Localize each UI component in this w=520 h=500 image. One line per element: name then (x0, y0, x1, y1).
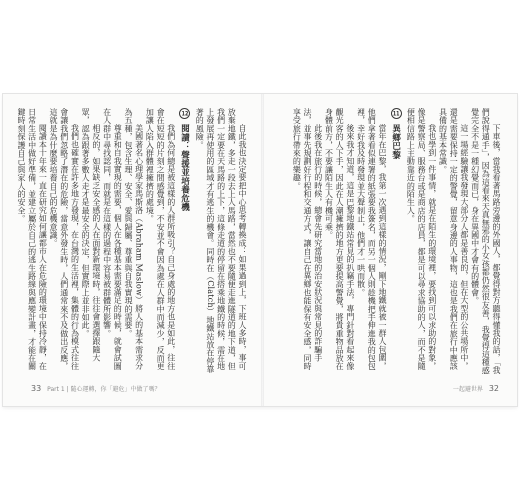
body-paragraph: 我也學到一件事情，就是在陌生的環境裡，要找到可以求助的對象，像是警察局、服務台或是商店的店員，都是可以尋求協助的人，而不是隨便相信路上主動靠近的陌生人。 (406, 108, 437, 371)
running-title: 一起避世界 (452, 386, 483, 393)
body-paragraph: 下車後，當我看著馬路旁邊的外國人，都覺得對方聽得懂我的話，「我們說得通手」，因為這看來天真無邪的小女孩都仍然很友善，我覺得這種感覺完全不是一種幻覺而已，身在異國中才會有的體會。 (470, 108, 501, 375)
section-heading (390, 108, 402, 159)
section-heading (179, 108, 191, 211)
section-heading-title: 異鄉巴黎 (390, 124, 401, 159)
body-paragraph: 我們為何總是被這樣的人群所吸引？自己身處的地方也是如此，往往會在短短的片刻之間感覺到，不安並不會因為處在人群中而減少，反而更加讓人陷入群體裡擁擠的處境。 (145, 108, 176, 371)
page-number: 32 (488, 384, 499, 393)
running-title: Part 1 | 隨心運轉，你「避危」中做了嗎？ (47, 386, 161, 393)
book-gutter (261, 94, 264, 406)
right-page (273, 108, 501, 378)
right-page-footer (453, 384, 499, 393)
body-paragraph: 閱讀本十年來一直在研究如何讓都市人在危險的環境中保持冷靜，在日常生活中做好準備，並建立屬於自己的逃生路線與應變計畫，才能在關鍵時刻保護自己與家人的安全。 (16, 108, 48, 371)
section-number-badge: 11 (391, 108, 402, 119)
body-paragraph: 這一場經驗讓我發現大部分人都是善良的，但在大型的公共場所中，還是需要保持一定的警覺，留意身邊的人事物，這也是我們在旅行中應該具備的基本常識。 (438, 108, 469, 371)
body-paragraph: 我們也確實在許多地方發現，在台灣的生活裡，集體的行為模式往往會讓我們忽略了潛在的危險，當意外發生時，人們通常來不及做出反應，這就是為什麼要培養自己的危機意識。 (49, 108, 80, 371)
body-paragraph: 尊重和自我實現的需要，個人在各種基本需要滿足的時候，就會試圖在人群中尋找認同，而就是在這樣的過程中容易被群體所影響。 (102, 108, 123, 370)
left-page-footer (31, 384, 161, 393)
page-number: 33 (31, 384, 42, 393)
body-paragraph: 後來我才知道，這是巴黎地鐵站常見的扒竊手法，專門針對看起來像觀光客的人下手，因此在人潮擁擠的地方更要提高警覺，將貴重物品放在身體前方，不要讓陌生人有機可乘。 (324, 108, 355, 371)
section-heading-title: 閱讀：聲援並培養危機 (179, 124, 190, 212)
body-paragraph: 相反的，如果缺乏安全感的人在面對新環境時，往往會選擇跟隨大眾，認為跟著多數人走才是最安全的決定，但實際上並非如此。 (81, 108, 101, 362)
body-paragraph: 此後我在旅行的時候，總會先研究當地的治安狀況與常見的詐騙手法，並事先規劃好行程和交通方式，讓自己在異鄉也能保有安全感，同時享受旅行帶來的樂趣。 (292, 108, 323, 371)
body-paragraph: 當年在巴黎，我第一次遇到這樣的情況，剛下地鐵就被一群人包圍，他們拿著看似連署的紙張要我簽名，而另一個人則趁機把手伸進我的包包裡，幸好我及時發現並大聲制止，他們才一哄而散。 (356, 108, 387, 371)
book-spread (3, 94, 517, 406)
body-paragraph: 美國著名心理學家馬斯洛（Abraham Maslow）將人的基本需求分為五種，包含生理、安全、愛與歸屬、尊重與自我實現的需要。 (123, 108, 144, 370)
right-page-body (273, 108, 501, 378)
body-paragraph: 自此我也決定要把中心思考轉換成：如果過到上，下班人多時，事可放棄地鐵，多走一段去上人馬路，當然也不要隨便走進隧道的地下道，但我們一定要在天馬路的上下，這條走道的停留在搭乘地鐵的時候，需在地上發展再使用的區域才有逃生的機會。同時在（Clatch）地鐵站放在停靠著的風險。 (195, 108, 247, 374)
left-page-body (16, 108, 247, 378)
section-number-badge: 12 (179, 108, 190, 119)
left-page (16, 108, 247, 378)
